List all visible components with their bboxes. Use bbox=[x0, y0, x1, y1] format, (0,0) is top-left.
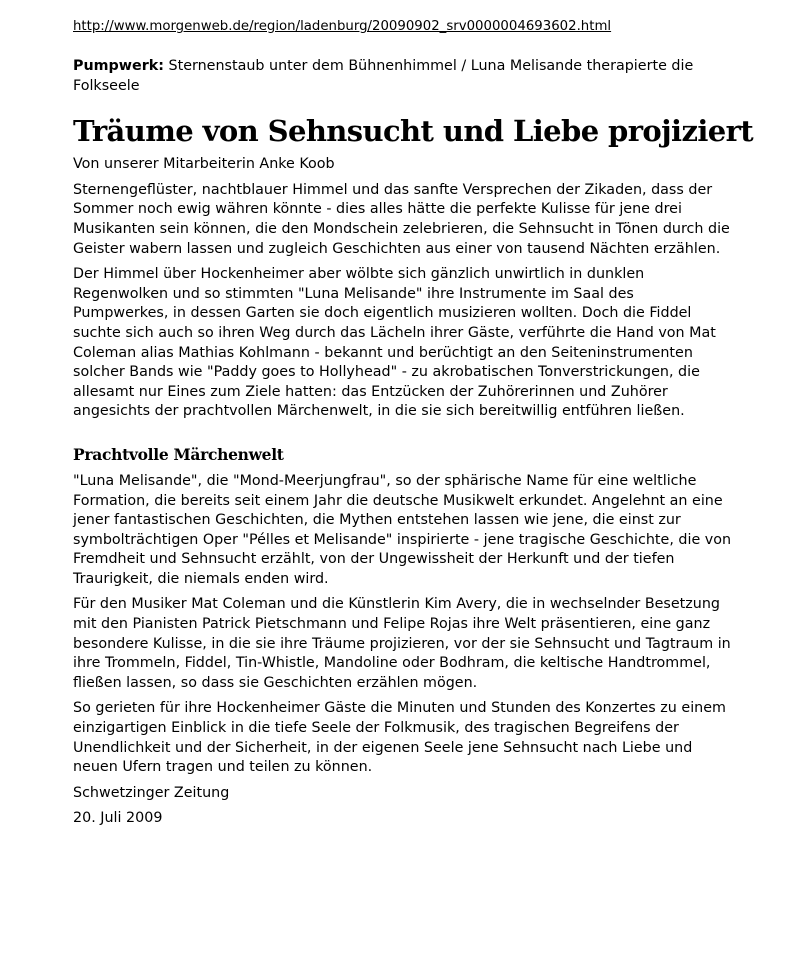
kicker-line bbox=[73, 57, 733, 96]
subheading: Prachtvolle Märchenwelt bbox=[73, 444, 284, 464]
kicker-label: Pumpwerk: bbox=[73, 58, 164, 74]
paragraph-1: Sternengeflüster, nachtblauer Himmel und das sanfte Versprechen der Zikaden, dass der Sommer noch ewig währen könnte - dies alles hätte die perfekte Kulisse für jene drei Musikanten sein können, die den Mondschein zelebrieren, die Sehnsucht in Tönen durch die Geister wabern lassen und zugleich Geschichten aus einer von tausend Nächten erzählen. bbox=[73, 181, 730, 257]
source-url-link[interactable]: http://www.morgenweb.de/region/ladenburg/20090902_srv0000004693602.html bbox=[73, 19, 612, 34]
article-page bbox=[73, 18, 754, 835]
kicker-text: Sternenstaub unter dem Bühnenhimmel / Luna Melisande therapierte die Folkseele bbox=[73, 58, 694, 94]
paragraph-4: Für den Musiker Mat Coleman und die Künstlerin Kim Avery, die in wechselnder Besetzung mit den Pianisten Patrick Pietschmann und Felipe Rojas ihre Welt präsentieren, eine ganz besondere Kulisse, in die sie ihre Träume projizieren, vor der sie Sehnsucht und Tagtraum in ihre Trommeln, Fiddel, Tin-Whistle, Mandoline oder Bodhram, die keltische Handtrommel, fließen lassen, so dass sie Geschichten erzählen mögen. bbox=[73, 596, 731, 691]
publication-name: Schwetzinger Zeitung bbox=[73, 784, 230, 801]
paragraph-5: So gerieten für ihre Hockenheimer Gäste die Minuten und Stunden des Konzertes zu einem einzigartigen Einblick in die tiefe Seele der Folkmusik, des tragischen Begreifens der Unendlichkeit und der Sicherheit, in der eigenen Seele jene Sehnsucht nach Liebe und neuen Ufern tragen und teilen zu können. bbox=[73, 700, 726, 776]
headline: Träume von Sehnsucht und Liebe projiziert bbox=[73, 114, 754, 149]
paragraph-3: "Luna Melisande", die "Mond-Meerjungfrau", so der sphärische Name für eine weltliche Formation, die bereits seit einem Jahr die deutsche Musikwelt erkundet. Angelehnt an eine jener fantastischen Geschichten, die Mythen entstehen lassen wie jene, die einst zur symbolträchtigen Oper "Pélles et Melisande" inspirierte - jene tragische Geschichte, die von Fremdheit und Sehnsucht erzählt, von der Ungewissheit der Herkunft und der tiefen Traurigkeit, die niemals enden wird. bbox=[73, 472, 732, 587]
paragraph-2: Der Himmel über Hockenheimer aber wölbte sich gänzlich unwirtlich in dunklen Regenwolken und so stimmten "Luna Melisande" ihre Instrumente im Saal des Pumpwerkes, in dessen Garten sie doch eigentlich musizieren wollten. Doch die Fiddel suchte sich auch so ihren Weg durch das Lächeln ihrer Gäste, verführte die Hand von Mat Coleman alias Mathias Kohlmann - bekannt und berüchtigt an den Seiteninstrumenten solcher Bands wie "Paddy goes to Hollyhead" - zu akrobatischen Tonverstrickungen, die allesamt nur Eines zum Ziele hatten: das Entzücken der Zuhörerinnen und Zuhörer angesichts der prachtvollen Märchenwelt, in die sie sich bereitwillig entführen ließen. bbox=[73, 266, 716, 420]
publication-date: 20. Juli 2009 bbox=[73, 810, 163, 827]
byline: Von unserer Mitarbeiterin Anke Koob bbox=[73, 156, 335, 173]
